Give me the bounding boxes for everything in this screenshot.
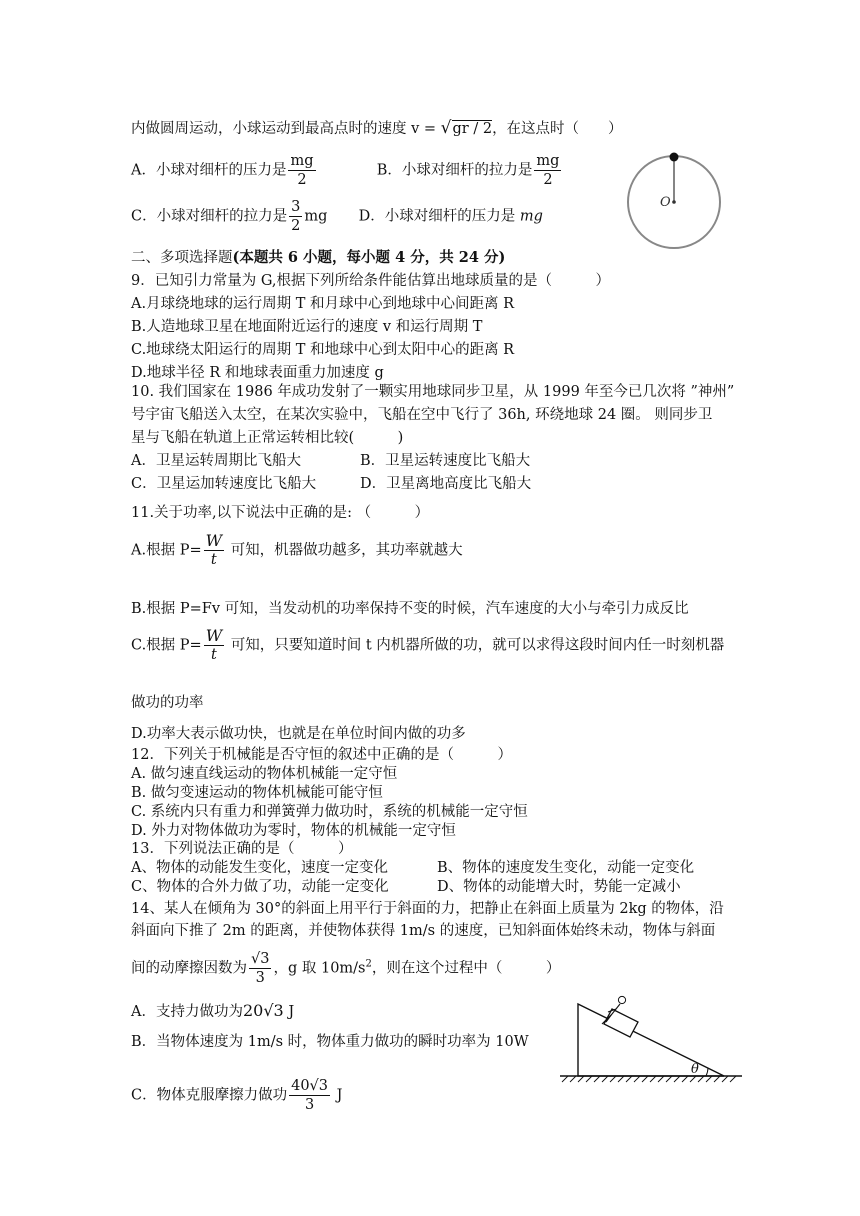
q8-circle-figure — [624, 148, 724, 252]
q12-option-d: D. 外力对物体做功为零时，物体的机械能一定守恒 — [131, 823, 456, 839]
section-2-heading: 二、多项选择题(本题共 6 小题，每小题 4 分，共 24 分) — [131, 249, 506, 266]
q12-option-b: B. 做匀变速运动的物体机械能可能守恒 — [131, 785, 383, 801]
q10-option-c: C．卫星运加转速度比飞船大 — [131, 476, 317, 492]
q9-option-a: A.月球绕地球的运行周期 T 和月球中心到地球中心间距离 R — [131, 296, 514, 312]
q10-stem-line1: 10. 我们国家在 1986 年成功发射了一颗实用地球同步卫星，从 1999 年至今已几次将 ”神州” — [131, 384, 735, 400]
q13-option-c: C、物体的合外力做了功，动能一定变化 — [131, 879, 389, 895]
q14-option-a: A．支持力做功为20√3 J — [131, 1001, 295, 1020]
q10-option-a: A．卫星运转周期比飞船大 — [131, 453, 301, 469]
q8-options-ab — [131, 152, 563, 189]
q14-stem-line3: 间的动摩擦因数为 $\frac{√3}{3}$ ，g 取 $10m/s^2$，则在这个过程中（ ） — [131, 951, 561, 986]
q10-stem-line2: 号宇宙飞船送入太空，在某次实验中，飞船在空中飞行了 36h, 环绕地球 24 圈。 则同步卫 — [131, 407, 713, 423]
q8-b-fraction: $\frac{mg}{2}$ — [536, 153, 560, 188]
q11-option-d: D.功率大表示做功快，也就是在单位时间内做的功多 — [131, 726, 466, 742]
q9-option-b: B.人造地球卫星在地面附近运行的速度 v 和运行周期 T — [131, 319, 483, 335]
q10-option-d: D．卫星离地高度比飞船大 — [360, 476, 532, 492]
q9-option-d: D.地球半径 R 和地球表面重力加速度 g — [131, 365, 384, 381]
q11-c-fraction: $\frac{W}{t}$ — [205, 626, 223, 663]
q11-option-a: A.根据 P= $\frac{W}{t}$ 可知，机器做功越多，其功率就越大 — [131, 531, 463, 568]
q14-option-c: C．物体克服摩擦力做功 $\frac{40√3}{3}$ J — [131, 1078, 343, 1113]
q13-option-b: B、物体的速度发生变化，动能一定变化 — [437, 860, 695, 876]
q9-option-c: C.地球绕太阳运行的周期 T 和地球中心到太阳中心的距离 R — [131, 342, 515, 358]
q8-c-fraction: $\frac{3}{2}$ — [291, 199, 301, 234]
q10-option-b: B．卫星运转速度比飞船大 — [360, 453, 531, 469]
q8-stem: 内做圆周运动，小球运动到最高点时的速度 v = √gr / 2，在这点时（ ） — [131, 118, 623, 138]
q8-options-cd: C．小球对细杆的拉力是 $\frac{3}{2}$ mg D．小球对细杆的压力是 mg — [131, 199, 543, 234]
q11-option-b: B.根据 P=Fv 可知，当发动机的功率保持不变的时候，汽车速度的大小与牵引力成反比 — [131, 601, 689, 617]
q11-option-c-line2: 做功的功率 — [131, 695, 204, 711]
q13-stem: 13．下列说法正确的是（ ） — [131, 841, 353, 857]
q14-stem-line2: 斜面向下推了 2m 的距离，并使物体获得 1m/s 的速度，已知斜面体始终未动，物体与斜面 — [131, 923, 716, 939]
q8-option-c: C．小球对细杆的拉力是 — [131, 208, 288, 225]
q9-stem: 9．已知引力常量为 G,根据下列所给条件能估算出地球质量的是（ ） — [131, 273, 611, 289]
svg-text:θ: θ — [691, 1062, 699, 1077]
q12-option-a: A. 做匀速直线运动的物体机械能一定守恒 — [131, 766, 398, 782]
q8-option-a: A．小球对细杆的压力是 — [131, 162, 287, 179]
q13-option-d: D、物体的动能增大时，势能一定减小 — [437, 879, 681, 895]
svg-text:O: O — [660, 195, 671, 210]
q14-stem-line1: 14、某人在倾角为 30°的斜面上用平行于斜面的力，把静止在斜面上质量为 2kg 的物体，沿 — [131, 901, 724, 917]
q8-option-d: D．小球对细杆的压力是 — [358, 208, 520, 225]
q14-mu-fraction: $\frac{√3}{3}$ — [251, 951, 270, 986]
q12-stem: 12．下列关于机械能是否守恒的叙述中正确的是（ ） — [131, 747, 512, 763]
q8-a-fraction: $\frac{mg}{2}$ — [290, 153, 314, 188]
q14-incline-figure — [556, 992, 746, 1084]
q11-a-fraction: $\frac{W}{t}$ — [205, 531, 223, 568]
q10-stem-line3: 星与飞船在轨道上正常运转相比较( ) — [131, 430, 404, 446]
q8-option-b: B．小球对细杆的拉力是 — [376, 162, 533, 179]
q13-option-a: A、物体的动能发生变化，速度一定变化 — [131, 860, 388, 876]
q14-option-b: B．当物体速度为 1m/s 时，物体重力做功的瞬时功率为 10W — [131, 1034, 529, 1050]
q11-option-c: C.根据 P= $\frac{W}{t}$ 可知，只要知道时间 t 内机器所做的功，就可以求得这段时间内任一时刻机器 — [131, 626, 725, 663]
q11-stem: 11.关于功率,以下说法中正确的是: （ ） — [131, 505, 430, 521]
q14-c-fraction: $\frac{40√3}{3}$ — [291, 1078, 329, 1113]
q12-option-c: C. 系统内只有重力和弹簧弹力做功时，系统的机械能一定守恒 — [131, 804, 528, 820]
